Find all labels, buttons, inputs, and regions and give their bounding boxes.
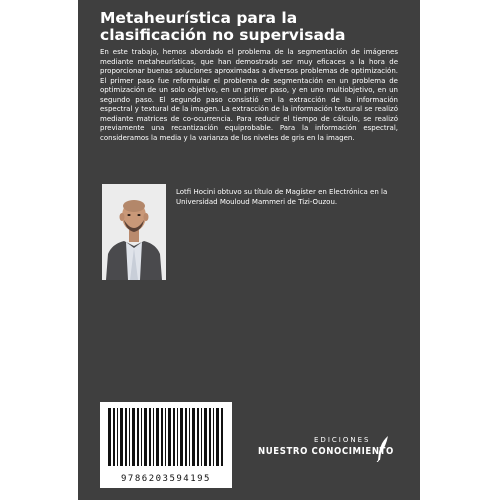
quill-icon — [376, 436, 390, 462]
publisher-name: NUESTRO CONOCIMIENTO — [258, 446, 394, 457]
author-photo — [102, 184, 166, 280]
author-bio: Lotfi Hocini obtuvo su título de Magíster en Electrónica en la Universidad Mouloud Mammeri de Tizi-Ouzou. — [176, 188, 388, 206]
book-title: Metaheurística para la clasificación no supervisada — [100, 9, 346, 44]
barcode-number: 9786203594195 — [121, 474, 211, 484]
author-portrait-icon — [102, 184, 166, 280]
book-summary: En este trabajo, hemos abordado el problema de la segmentación de imágenes mediante metaheurísticas, que han demostrado ser muy eficaces a la hora de proporcionar buenas soluciones aproximadas a diversos problemas de optimización. El primer paso fue reformular el problema de segmentación en un problema de optimización de un solo objetivo, en un primer paso, y en uno multiobjetivo, en un segundo paso. El segundo paso consistió en la extracción de la información espectral y textural de la imagen. La extracción de la información textural se realizó mediante matrices de co-ocurrencia. Para reducir el tiempo de cálculo, se realizó previamente una recantización equiprobable. Para la información espectral, consideramos la media y la varianza de los niveles de gris en la imagen. — [100, 48, 398, 142]
publisher-label-top: EDICIONES — [314, 436, 371, 444]
book-back-cover — [78, 0, 420, 500]
isbn-barcode — [100, 402, 232, 488]
barcode-icon — [100, 402, 232, 468]
publisher-logo — [258, 436, 394, 466]
